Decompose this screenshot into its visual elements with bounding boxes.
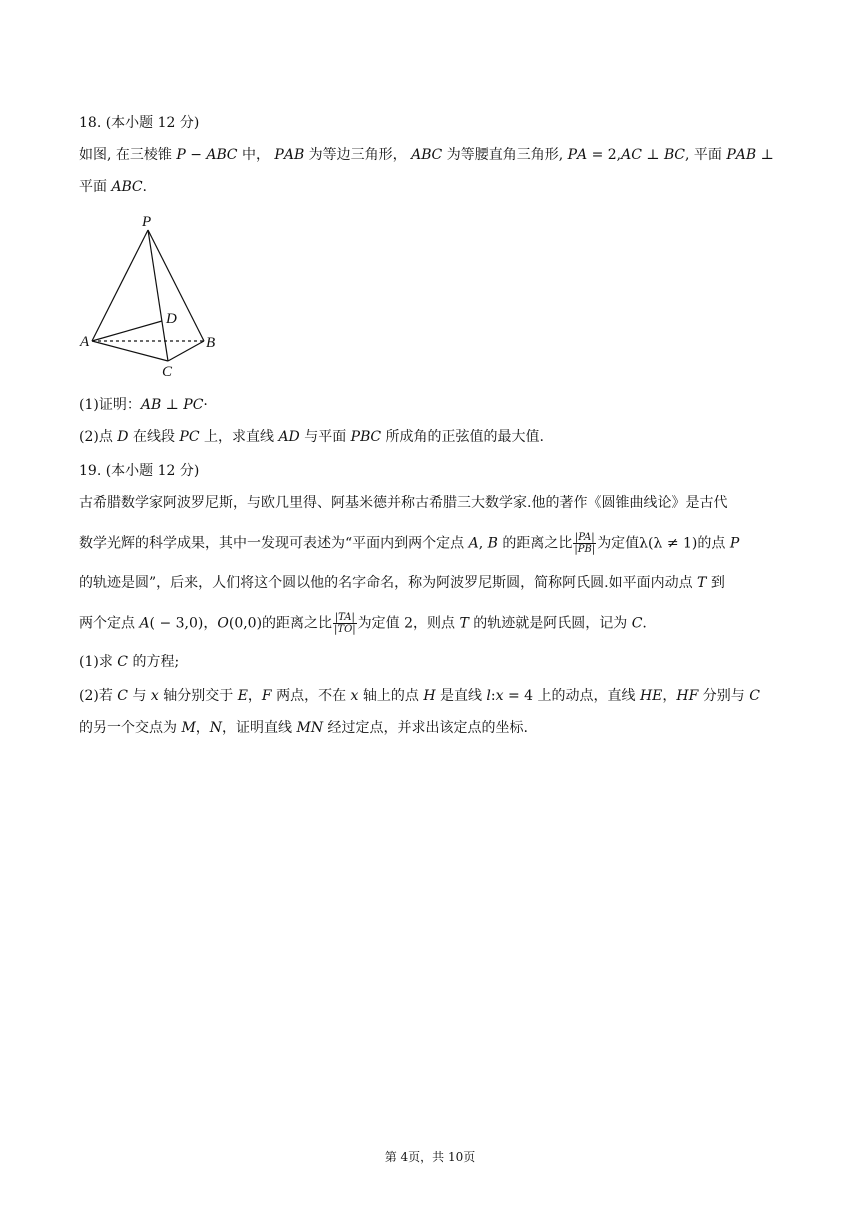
ratio-pa-pb xyxy=(573,532,596,555)
segment-ad xyxy=(92,321,162,341)
q19-line4-text-a: 两个定点 𝐴( − 3,0)，𝑂(0,0)的距离之比 xyxy=(79,615,333,632)
frac-numerator: |TA| xyxy=(334,612,355,623)
label-d: D xyxy=(166,311,177,327)
q19-line4 xyxy=(79,612,647,635)
q19-line2-text-b: 为定值λ(λ ≠ 1)的点 𝑃 xyxy=(597,535,740,552)
q19-part2-line2: 的另一个交点为 𝑀，𝑁，证明直线 𝑀𝑁 经过定点，并求出该定点的坐标. xyxy=(79,720,528,736)
edge-ac xyxy=(92,341,168,361)
tetrahedron-figure xyxy=(76,208,226,380)
frac-numerator: |PA| xyxy=(574,532,595,543)
label-a: A xyxy=(80,334,90,350)
edge-pa xyxy=(92,230,148,341)
ratio-ta-to xyxy=(333,612,357,635)
q19-line2 xyxy=(79,532,739,555)
frac-denominator: |PB| xyxy=(574,544,596,555)
edge-bc xyxy=(168,341,204,361)
label-p: P xyxy=(142,214,152,230)
page-footer: 第 4页，共 10页 xyxy=(384,1150,476,1164)
label-c: C xyxy=(162,364,173,380)
q18-header: 18. (本小题 12 分) xyxy=(79,115,200,131)
q18-stem-line2: 平面 𝐴𝐵𝐶. xyxy=(79,179,148,195)
q19-line3: 的轨迹是圆”，后来，人们将这个圆以他的名字命名，称为阿波罗尼斯圆，简称阿氏圆.如平面内动点 𝑇 到 xyxy=(79,575,725,591)
label-b: B xyxy=(206,335,216,351)
frac-denominator: |TO| xyxy=(334,624,356,635)
q18-part1: (1)证明：𝐴𝐵 ⊥ 𝑃𝐶· xyxy=(79,397,208,413)
q19-line1: 古希腊数学家阿波罗尼斯，与欧几里得、阿基米德并称古希腊三大数学家.他的著作《圆锥曲线论》是古代 xyxy=(79,495,728,511)
q19-part2-line1: (2)若 𝐶 与 𝑥 轴分别交于 𝐸，𝐹 两点，不在 𝑥 轴上的点 𝐻 是直线 𝑙:𝑥 = 4 上的动点，直线 𝐻𝐸，𝐻𝐹 分别与 𝐶 xyxy=(79,688,760,704)
q19-line2-text-a: 数学光辉的科学成果，其中一发现可表述为“平面内到两个定点 𝐴, 𝐵 的距离之比 xyxy=(79,535,573,552)
q18-stem-line1: 如图, 在三棱锥 𝑃 − 𝐴𝐵𝐶 中， 𝑃𝐴𝐵 为等边三角形， 𝐴𝐵𝐶 为等腰直角三角形, 𝑃𝐴 = 2,𝐴𝐶 ⊥ 𝐵𝐶, 平面 𝑃𝐴𝐵 ⊥ xyxy=(79,147,774,163)
q19-part1: (1)求 𝐶 的方程; xyxy=(79,654,180,670)
q18-part2: (2)点 𝐷 在线段 𝑃𝐶 上，求直线 𝐴𝐷 与平面 𝑃𝐵𝐶 所成角的正弦值的最大值. xyxy=(79,429,544,445)
q19-line4-text-b: 为定值 2，则点 𝑇 的轨迹就是阿氏圆，记为 𝐶. xyxy=(357,615,647,632)
q19-header: 19. (本小题 12 分) xyxy=(79,463,200,479)
